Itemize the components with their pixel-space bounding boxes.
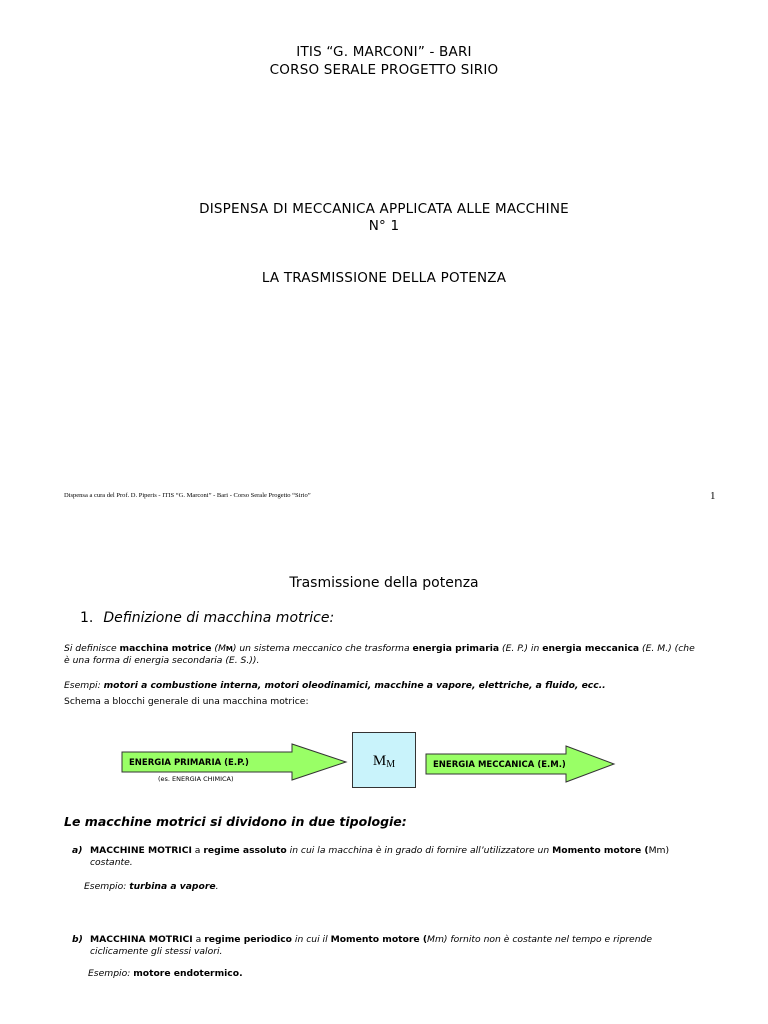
- examples-label: Esempi:: [64, 680, 104, 691]
- motor-block-subscript: M: [386, 759, 396, 770]
- text-bold: MACCHINA MOTRICI: [90, 934, 193, 945]
- definition-paragraph: [64, 643, 714, 667]
- text-run: (M: [211, 643, 226, 654]
- school-name: ITIS “G. MARCONI” - BARI: [296, 44, 472, 60]
- motor-block: [352, 732, 416, 788]
- input-note: (es. ENERGIA CHIMICA): [158, 775, 234, 783]
- text-run: è una forma di energia secondaria (E. S.)).: [64, 655, 260, 666]
- text-run: Mm): [427, 934, 448, 945]
- item-a: [72, 845, 716, 869]
- text-run: a: [192, 934, 205, 945]
- input-arrow: [120, 742, 350, 782]
- examples-text: motori a combustione interna, motori oleodinamici, macchine a vapore, elettriche, a fluido, ecc..: [103, 680, 606, 691]
- document-subtitle: LA TRASMISSIONE DELLA POTENZA: [261, 270, 507, 286]
- schema-caption: Schema a blocchi generale di una macchina motrice:: [64, 696, 309, 707]
- course-name: CORSO SERALE PROGETTO SIRIO: [269, 62, 499, 78]
- text-run: fornito non è costante nel tempo e riprende: [447, 934, 653, 945]
- definition-number: 1.: [80, 610, 94, 626]
- text-bold: Momento motore (: [552, 845, 649, 856]
- text-run: a: [191, 845, 204, 856]
- text-run: in cui la macchina è in grado di fornire all’utilizzatore un: [286, 845, 553, 856]
- output-arrow: [424, 744, 618, 784]
- term-energia-primaria: energia primaria: [412, 643, 500, 654]
- text-bold: regime assoluto: [203, 845, 287, 856]
- item-b-example: [88, 968, 243, 979]
- example-value: motore endotermico.: [133, 968, 243, 979]
- text-run: ciclicamente gli stessi valori.: [90, 946, 223, 957]
- text-bold: Momento motore (: [330, 934, 428, 945]
- definition-heading: [80, 610, 334, 626]
- example-value: turbina a vapore: [129, 881, 216, 892]
- page-number: 1: [710, 490, 716, 502]
- text-run: ) un sistema meccanico che trasforma: [232, 643, 413, 654]
- item-b-label: b): [72, 934, 83, 945]
- document-number: N° 1: [368, 218, 400, 234]
- text-bold: regime periodico: [204, 934, 292, 945]
- text-run: in cui il: [291, 934, 331, 945]
- item-b: [72, 934, 716, 958]
- term-energia-meccanica: energia meccanica: [542, 643, 640, 654]
- item-a-example: [84, 881, 219, 892]
- example-label: Esempio:: [84, 881, 130, 892]
- document-title: DISPENSA DI MECCANICA APPLICATA ALLE MACCHINE: [199, 201, 569, 217]
- text-bold: MACCHINE MOTRICI: [90, 845, 192, 856]
- page-footer: Dispensa a cura del Prof. D. Piperis - ITIS “G. Marconi” - Bari - Corso Serale Progetto “Sirio”: [64, 492, 311, 499]
- input-arrow-label: ENERGIA PRIMARIA (E.P.): [129, 758, 249, 768]
- types-heading: Le macchine motrici si dividono in due tipologie:: [64, 814, 407, 829]
- motor-block-label: M: [372, 753, 387, 769]
- output-arrow-label: ENERGIA MECCANICA (E.M.): [433, 760, 566, 770]
- item-a-label: a): [72, 845, 83, 856]
- example-label: Esempio:: [88, 968, 134, 979]
- examples-line: [64, 680, 714, 692]
- text-run: (E. P.) in: [499, 643, 543, 654]
- text-run: (E. M.) (che: [639, 643, 695, 654]
- symbol-subscript: M: [225, 645, 233, 653]
- section-title: Trasmissione della potenza: [289, 575, 479, 591]
- text-run: Mm): [648, 845, 670, 856]
- term-macchina-motrice: macchina motrice: [119, 643, 212, 654]
- text-run: costante.: [90, 857, 133, 868]
- text-run: Si definisce: [64, 643, 120, 654]
- text-run: .: [215, 881, 219, 892]
- definition-title: Definizione di macchina motrice:: [103, 610, 335, 626]
